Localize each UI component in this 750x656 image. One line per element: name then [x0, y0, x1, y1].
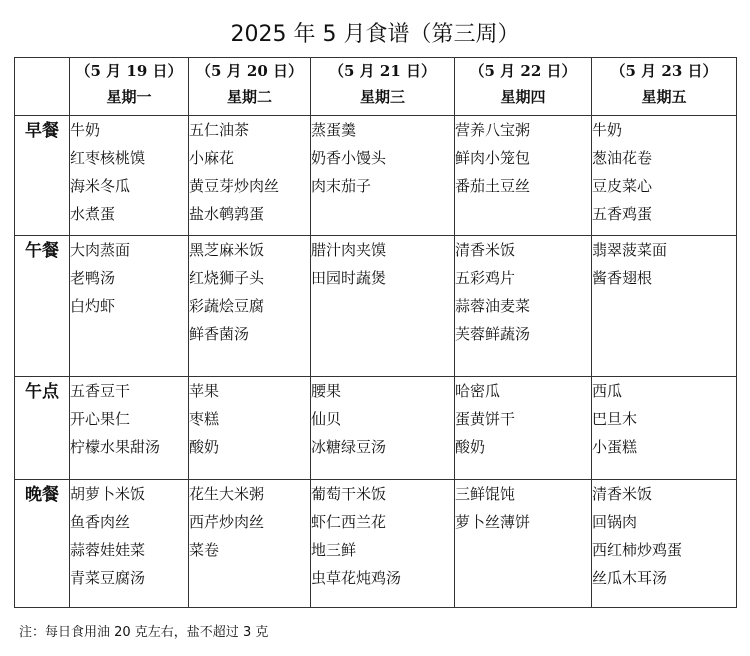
dish-item: 番茄土豆丝: [455, 177, 531, 195]
dish-item: 葱油花卷: [592, 149, 653, 167]
day-weekday: 星期三: [359, 88, 405, 106]
dish-item: 回锅肉: [592, 513, 638, 531]
day-date: （5 月 19 日）: [75, 62, 183, 80]
day-date: （5 月 22 日）: [469, 62, 577, 80]
dish-item: 蛋黄饼干: [455, 410, 516, 428]
menu-cell: [592, 480, 737, 608]
meal-label: 早餐: [15, 116, 70, 236]
dish-item: 蒜蓉油麦菜: [455, 297, 531, 315]
meal-row-snack: [15, 377, 737, 480]
dish-item: 酱香翅根: [592, 269, 653, 287]
dish-item: 红枣核桃馍: [70, 149, 146, 167]
dish-item: 鱼香肉丝: [70, 513, 131, 531]
day-weekday: 星期五: [641, 88, 687, 106]
dish-item: 胡萝卜米饭: [70, 485, 146, 503]
dish-item: 白灼虾: [70, 297, 116, 315]
menu-cell: [189, 116, 311, 236]
dish-item: 奶香小馒头: [311, 149, 387, 167]
menu-cell: [311, 236, 455, 377]
menu-cell: [311, 116, 455, 236]
dish-item: 五香豆干: [70, 382, 131, 400]
dish-item: 黑芝麻米饭: [189, 241, 265, 259]
dish-item: 柠檬水果甜汤: [70, 438, 161, 456]
menu-cell: [311, 480, 455, 608]
menu-cell: [455, 377, 592, 480]
menu-cell: [189, 236, 311, 377]
footnote: 注：每日食用油 20 克左右，盐不超过 3 克: [19, 625, 269, 640]
meal-label: 午餐: [15, 236, 70, 377]
dish-item: 开心果仁: [70, 410, 131, 428]
dish-item: 红烧狮子头: [189, 269, 265, 287]
dish-item: 酸奶: [189, 438, 220, 456]
dish-item: 五仁油茶: [189, 121, 250, 139]
menu-cell: [189, 377, 311, 480]
menu-cell: [592, 236, 737, 377]
dish-item: 老鸭汤: [70, 269, 116, 287]
dish-item: 西瓜: [592, 382, 623, 400]
dish-item: 腊汁肉夹馍: [311, 241, 387, 259]
dish-item: 鲜香菌汤: [189, 325, 250, 343]
dish-item: 五香鸡蛋: [592, 205, 653, 223]
dish-item: 盐水鹌鹑蛋: [189, 205, 265, 223]
menu-cell: [455, 116, 592, 236]
day-header: [189, 58, 311, 116]
dish-item: 哈密瓜: [455, 382, 501, 400]
dish-item: 营养八宝粥: [455, 121, 531, 139]
day-weekday: 星期二: [226, 88, 272, 106]
dish-item: 花生大米粥: [189, 485, 265, 503]
dish-item: 青菜豆腐汤: [70, 569, 146, 587]
dish-item: 肉末茄子: [311, 177, 372, 195]
dish-item: 鲜肉小笼包: [455, 149, 531, 167]
dish-item: 虾仁西兰花: [311, 513, 387, 531]
dish-item: 仙贝: [311, 410, 342, 428]
meal-label: 午点: [15, 377, 70, 480]
dish-item: 水煮蛋: [70, 205, 116, 223]
dish-item: 清香米饭: [592, 485, 653, 503]
menu-cell: [189, 480, 311, 608]
menu-cell: [70, 377, 189, 480]
dish-item: 海米冬瓜: [70, 177, 131, 195]
dish-item: 西芹炒肉丝: [189, 513, 265, 531]
menu-cell: [592, 116, 737, 236]
day-header: [311, 58, 455, 116]
dish-item: 葡萄干米饭: [311, 485, 387, 503]
menu-cell: [70, 480, 189, 608]
dish-item: 黄豆芽炒肉丝: [189, 177, 280, 195]
dish-item: 蒜蓉娃娃菜: [70, 541, 146, 559]
dish-item: 三鲜馄饨: [455, 485, 516, 503]
menu-cell: [70, 236, 189, 377]
menu-cell: [70, 116, 189, 236]
menu-table: [14, 57, 737, 608]
dish-item: 小蛋糕: [592, 438, 638, 456]
dish-item: 蒸蛋羹: [311, 121, 357, 139]
dish-item: 巴旦木: [592, 410, 638, 428]
day-date: （5 月 23 日）: [610, 62, 718, 80]
dish-item: 大肉蒸面: [70, 241, 131, 259]
dish-item: 腰果: [311, 382, 342, 400]
dish-item: 酸奶: [455, 438, 486, 456]
dish-item: 菜卷: [189, 541, 220, 559]
day-weekday: 星期一: [106, 88, 152, 106]
dish-item: 萝卜丝薄饼: [455, 513, 531, 531]
day-date: （5 月 20 日）: [196, 62, 303, 80]
day-weekday: 星期四: [500, 88, 546, 106]
dish-item: 豆皮菜心: [592, 177, 653, 195]
meal-row-dinner: [15, 480, 737, 608]
meal-row-lunch: [15, 236, 737, 377]
menu-cell: [455, 236, 592, 377]
page-title: 2025 年 5 月食谱（第三周）: [230, 22, 520, 47]
header-row: [15, 58, 737, 116]
menu-cell: [311, 377, 455, 480]
dish-item: 清香米饭: [455, 241, 516, 259]
menu-cell: [592, 377, 737, 480]
corner-cell: [15, 58, 70, 116]
dish-item: 五彩鸡片: [455, 269, 516, 287]
dish-item: 田园时蔬煲: [311, 269, 387, 287]
dish-item: 地三鲜: [311, 541, 357, 559]
dish-item: 苹果: [189, 382, 220, 400]
meal-row-breakfast: [15, 116, 737, 236]
dish-item: 翡翠菠菜面: [592, 241, 668, 259]
dish-item: 虫草花炖鸡汤: [311, 569, 402, 587]
dish-item: 牛奶: [70, 121, 101, 139]
dish-item: 西红柿炒鸡蛋: [592, 541, 683, 559]
dish-item: 牛奶: [592, 121, 623, 139]
menu-cell: [455, 480, 592, 608]
meal-label: 晚餐: [15, 480, 70, 608]
dish-item: 彩蔬烩豆腐: [189, 297, 265, 315]
day-header: [70, 58, 189, 116]
day-header: [455, 58, 592, 116]
day-date: （5 月 21 日）: [329, 62, 436, 80]
dish-item: 冰糖绿豆汤: [311, 438, 387, 456]
dish-item: 芙蓉鲜蔬汤: [455, 325, 531, 343]
dish-item: 丝瓜木耳汤: [592, 569, 668, 587]
day-header: [592, 58, 737, 116]
dish-item: 枣糕: [189, 410, 220, 428]
dish-item: 小麻花: [189, 149, 235, 167]
